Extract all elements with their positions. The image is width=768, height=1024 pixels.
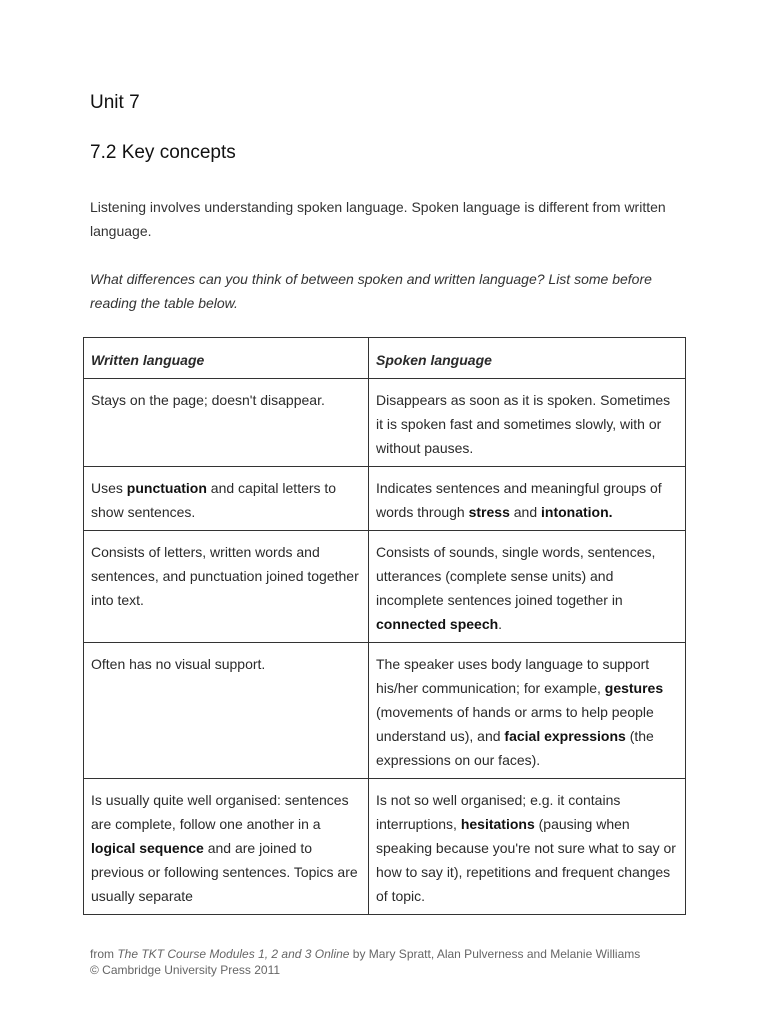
cell-text: and capital letters to show sentences. [91, 480, 337, 520]
table-body [84, 379, 686, 915]
spoken-cell [369, 643, 686, 779]
key-term: connected speech [376, 616, 499, 632]
key-term: hesitations [460, 816, 535, 832]
table-row [84, 643, 686, 779]
book-title: The TKT Course Modules 1, 2 and 3 Online [117, 947, 350, 961]
cell-text: (the expressions on our faces). [376, 728, 654, 768]
cell-text: and are joined to previous or following sentences. Topics are usually separate [91, 840, 358, 904]
cell-text: (pausing when speaking because you're not sure what to say or how to say it), repetitions and frequent changes of topic. [376, 816, 676, 904]
cell-text: Consists of letters, written words and sentences, and punctuation joined together into text. [91, 544, 359, 608]
unit-title: Unit 7 [90, 92, 140, 113]
written-cell [84, 643, 369, 779]
spoken-cell [369, 531, 686, 643]
cell-text: and [509, 504, 542, 520]
credit-authors: by Mary Spratt, Alan Pulverness and Melanie Williams [349, 947, 641, 961]
cell-text: Often has no visual support. [91, 656, 266, 672]
credit-prefix: from [90, 947, 118, 961]
cell-text: Is not so well organised; e.g. it contains interruptions, [376, 792, 621, 832]
source-credit [90, 946, 730, 978]
header-spoken-language: Spoken language [369, 338, 686, 379]
copyright-line: © Cambridge University Press 2011 [90, 963, 281, 977]
spoken-cell [369, 467, 686, 531]
table-row [84, 467, 686, 531]
intro-paragraph: Listening involves understanding spoken language. Spoken language is different from written language. [90, 199, 666, 239]
key-term: punctuation [126, 480, 207, 496]
discussion-question: What differences can you think of between spoken and written language? List some before reading the table below. [90, 271, 652, 311]
table-header-row [84, 338, 686, 379]
cell-text: Uses [91, 480, 127, 496]
cell-text: Indicates sentences and meaningful groups of words through [376, 480, 662, 520]
cell-text: Stays on the page; doesn't disappear. [91, 392, 325, 408]
section-title: 7.2 Key concepts [90, 142, 236, 163]
header-written-language: Written language [84, 338, 369, 379]
written-cell [84, 379, 369, 467]
key-term: intonation. [541, 504, 613, 520]
comparison-table [83, 337, 686, 915]
written-cell [84, 531, 369, 643]
spoken-cell [369, 779, 686, 915]
key-term: gestures [604, 680, 664, 696]
key-term: logical sequence [91, 840, 204, 856]
key-term: facial expressions [504, 728, 626, 744]
spoken-cell [369, 379, 686, 467]
table-row [84, 779, 686, 915]
written-cell [84, 467, 369, 531]
table-row [84, 531, 686, 643]
table-row [84, 379, 686, 467]
cell-text: Consists of sounds, single words, sentences, utterances (complete sense units) and incomplete sentences joined together in [376, 544, 656, 608]
cell-text: The speaker uses body language to support his/her communication; for example, [376, 656, 650, 696]
cell-text: Disappears as soon as it is spoken. Sometimes it is spoken fast and sometimes slowly, with or without pauses. [376, 392, 671, 456]
written-cell [84, 779, 369, 915]
key-term: stress [468, 504, 510, 520]
cell-text: (movements of hands or arms to help people understand us), and [376, 704, 654, 744]
cell-text: Is usually quite well organised: sentences are complete, follow one another in a [91, 792, 349, 832]
cell-text: . [498, 616, 503, 632]
